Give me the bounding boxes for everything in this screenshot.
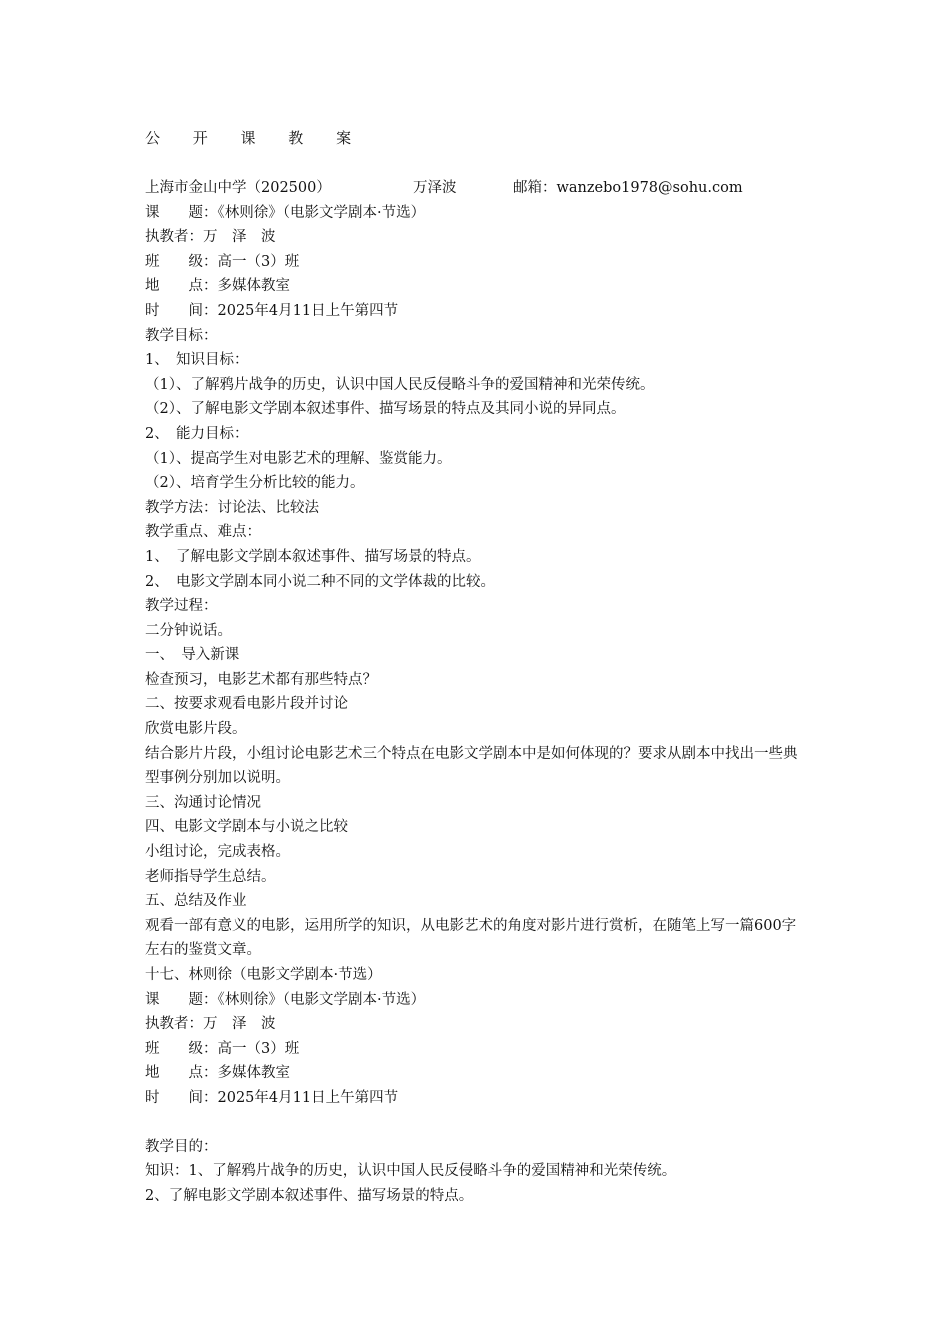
ability-goal-1: （1）、提高学生对电影艺术的理解、鉴赏能力。 [145, 450, 452, 467]
time-line: 时 间：2025年4月11日上午第四节 [145, 302, 399, 319]
teaching-method: 教学方法：讨论法、比较法 [145, 499, 319, 516]
lesson2-teacher-line: 执教者：万 泽 波 [145, 1016, 276, 1033]
ability-goal-2: （2）、培育学生分析比较的能力。 [145, 475, 365, 492]
keypoint-2: 2、 电影文学剧本同小说二种不同的文学体裁的比较。 [145, 573, 495, 590]
header-row [145, 176, 825, 201]
step-2-heading: 二、按要求观看电影片段并讨论 [145, 696, 348, 713]
knowledge-goal-heading: 1、 知识目标： [145, 352, 249, 369]
lesson2-heading: 十七、林则徐（电影文学剧本·节选） [145, 967, 382, 983]
step-2-text-1: 欣赏电影片段。 [145, 721, 247, 738]
keypoint-1: 1、 了解电影文学剧本叙述事件、描写场景的特点。 [145, 548, 481, 565]
lesson2-purpose-heading: 教学目的： [145, 1138, 218, 1155]
topic-line: 课 题：《林则徐》（电影文学剧本·节选） [145, 204, 426, 221]
step-4-text-1: 小组讨论，完成表格。 [145, 844, 290, 861]
step-3-heading: 三、沟通讨论情况 [145, 794, 261, 811]
keypoints-heading: 教学重点、难点： [145, 524, 261, 541]
lesson2-topic-value: 《林则徐》（电影文学剧本·节选） [217, 991, 426, 1008]
lesson2-place-value: 多媒体教室 [217, 1065, 290, 1082]
goals-heading: 教学目标： [145, 327, 218, 344]
knowledge-goal-1: （1）、了解鸦片战争的历史，认识中国人民反侵略斗争的爱国精神和光荣传统。 [145, 376, 655, 393]
step-5-text: 观看一部有意义的电影，运用所学的知识，从电影艺术的角度对影片进行赏析，在随笔上写一篇600字左右的鉴赏文章。 [145, 917, 797, 959]
class-value: 高一（3）班 [217, 253, 300, 270]
process-heading: 教学过程： [145, 598, 218, 615]
step-1-text: 检查预习，电影艺术都有那些特点？ [145, 671, 377, 688]
step-4-heading: 四、电影文学剧本与小说之比较 [145, 819, 348, 836]
teacher-line: 执教者：万 泽 波 [145, 229, 276, 246]
author-name: 万泽波 [413, 180, 457, 196]
lesson2-time-line: 时 间：2025年4月11日上午第四节 [145, 1089, 399, 1106]
lesson2-class-line: 班 级：高一（3）班 [145, 1040, 300, 1057]
class-line: 班 级：高一（3）班 [145, 253, 300, 270]
lesson2-place-line: 地 点：多媒体教室 [145, 1065, 290, 1082]
lesson2-knowledge-1: 知识：1、了解鸦片战争的历史，认识中国人民反侵略斗争的爱国精神和光荣传统。 [145, 1163, 677, 1180]
knowledge-goal-2: （2）、了解电影文学剧本叙述事件、描写场景的特点及其同小说的异同点。 [145, 401, 626, 418]
lesson2-topic-line: 课 题：《林则徐》（电影文学剧本·节选） [145, 991, 426, 1008]
time-value: 2025年4月11日上午第四节 [217, 302, 399, 319]
ability-goal-heading: 2、 能力目标： [145, 425, 249, 442]
lesson2-time-value: 2025年4月11日上午第四节 [217, 1089, 399, 1106]
lesson2-class-value: 高一（3）班 [217, 1040, 300, 1057]
step-1-heading: 一、 导入新课 [145, 647, 240, 664]
process-talk: 二分钟说话。 [145, 622, 232, 639]
place-value: 多媒体教室 [217, 278, 290, 295]
step-2-text-2: 结合影片片段，小组讨论电影艺术三个特点在电影文学剧本中是如何体现的？要求从剧本中找出一些典型事例分别加以说明。 [145, 745, 798, 787]
lesson2-knowledge-2: 2、了解电影文学剧本叙述事件、描写场景的特点。 [145, 1187, 474, 1204]
author-email: 邮箱：wanzebo1978@sohu.com [513, 180, 743, 196]
step-4-text-2: 老师指导学生总结。 [145, 868, 276, 885]
step-5-heading: 五、总结及作业 [145, 893, 247, 910]
document-page [145, 128, 825, 1208]
place-line: 地 点：多媒体教室 [145, 278, 290, 295]
page-title: 公 开 课 教 案 [145, 129, 366, 147]
topic-value: 《林则徐》（电影文学剧本·节选） [217, 204, 426, 221]
school-name: 上海市金山中学（202500） [145, 180, 331, 196]
